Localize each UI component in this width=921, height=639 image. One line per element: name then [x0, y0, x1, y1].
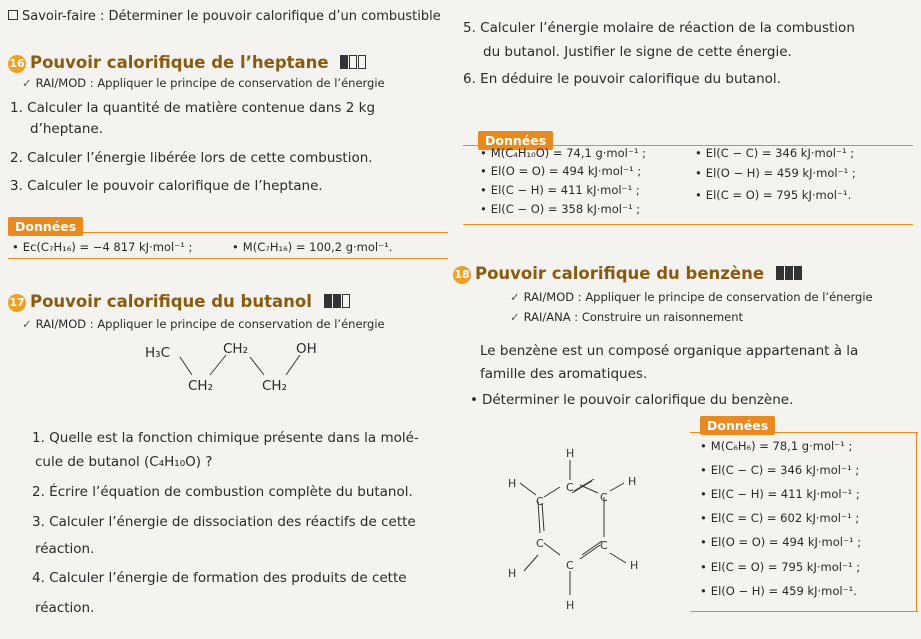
exercise-16-skill [22, 76, 385, 90]
question-5-cont: du butanol. Justifier le signe de cette énergie. [483, 44, 792, 60]
header-text: Savoir-faire : Déterminer le pouvoir calorifique d’un combustible [22, 9, 441, 24]
exercise-number-badge: 17 [8, 294, 26, 312]
data-item: • El(O = O) = 494 kJ·mol⁻¹ ; [480, 164, 642, 178]
question-4-cont: réaction. [35, 600, 95, 616]
data-value: El(C − H) = 411 kJ·mol⁻¹ ; [490, 183, 640, 197]
difficulty-icon [340, 54, 367, 73]
formula-ch2: CH₂ [262, 378, 287, 394]
data-item: • El(C = O) = 795 kJ·mol⁻¹ ; [700, 560, 861, 574]
question-1-cont: cule de butanol (C₄H₁₀O) ? [35, 454, 213, 470]
donnees-tag: Données [478, 131, 553, 150]
exercise-number-badge: 18 [453, 266, 471, 284]
question-3: 3. Calculer le pouvoir calorifique de l’heptane. [10, 178, 323, 194]
skill-text: RAI/ANA : Construire un raisonnement [523, 310, 744, 324]
atom-c: C [536, 537, 544, 550]
data-value: El(C = C) = 602 kJ·mol⁻¹ ; [710, 511, 860, 525]
atom-h: H [630, 559, 639, 572]
benzene-task: • Déterminer le pouvoir calorifique du benzène. [470, 392, 794, 408]
atom-h: H [566, 599, 575, 612]
exercise-18-skill-1 [510, 290, 873, 304]
data-value: El(O − H) = 459 kJ·mol⁻¹ ; [705, 166, 856, 180]
data-value: El(C − C) = 346 kJ·mol⁻¹ ; [710, 463, 860, 477]
atom-c: C [566, 559, 574, 572]
exercise-18-title [453, 264, 803, 284]
exercise-title-text: Pouvoir calorifique du benzène [475, 264, 765, 283]
question-2: 2. Écrire l’équation de combustion complète du butanol. [32, 484, 413, 500]
data-item: • El(C − H) = 411 kJ·mol⁻¹ ; [700, 487, 860, 501]
exercise-18-skill-2 [510, 310, 743, 324]
donnees-tag: Données [700, 416, 775, 435]
data-item: • M(C₄H₁₀O) = 74,1 g·mol⁻¹ ; [480, 146, 647, 160]
donnees-rule [8, 232, 448, 233]
data-value: Ec(C₇H₁₆) = −4 817 kJ·mol⁻¹ ; [22, 240, 193, 254]
exercise-title-text: Pouvoir calorifique de l’heptane [30, 53, 329, 72]
exercise-16-title [8, 53, 367, 73]
exercise-17-title [8, 292, 351, 312]
difficulty-icon [324, 293, 351, 312]
formula-ch2: CH₂ [188, 378, 213, 394]
donnees-rule-bottom [8, 258, 448, 259]
donnees-rule-side [916, 432, 917, 612]
atom-c: C [536, 495, 544, 508]
data-item: • El(C − C) = 346 kJ·mol⁻¹ ; [695, 146, 855, 160]
data-item: • El(O = O) = 494 kJ·mol⁻¹ ; [700, 535, 862, 549]
data-item: • M(C₆H₆) = 78,1 g·mol⁻¹ ; [700, 439, 853, 453]
benzene-structure [498, 445, 663, 625]
atom-c: C [600, 491, 608, 504]
data-value: M(C₄H₁₀O) = 74,1 g·mol⁻¹ ; [490, 146, 647, 160]
check-icon: ✓ [510, 310, 520, 324]
data-value: El(C − O) = 358 kJ·mol⁻¹ ; [490, 202, 641, 216]
skill-text: RAI/MOD : Appliquer le principe de conservation de l’énergie [35, 317, 385, 331]
data-item: • El(C − H) = 411 kJ·mol⁻¹ ; [480, 183, 640, 197]
data-item: • El(C = O) = 795 kJ·mol⁻¹. [695, 188, 852, 202]
atom-c: C [600, 539, 608, 552]
question-5: 5. Calculer l’énergie molaire de réaction de la combustion [463, 20, 855, 36]
data-value: El(C − H) = 411 kJ·mol⁻¹ ; [710, 487, 860, 501]
atom-c: C [566, 481, 574, 494]
question-1: 1. Calculer la quantité de matière contenue dans 2 kg [10, 100, 376, 116]
question-3-cont: réaction. [35, 541, 95, 557]
atom-h: H [566, 447, 575, 460]
donnees-tag: Données [8, 217, 83, 236]
data-value: El(C = O) = 795 kJ·mol⁻¹. [705, 188, 852, 202]
data-value: El(C − C) = 346 kJ·mol⁻¹ ; [705, 146, 855, 160]
checkbox-square-icon [8, 10, 18, 20]
formula-ch2: CH₂ [223, 341, 248, 357]
question-2: 2. Calculer l’énergie libérée lors de cette combustion. [10, 150, 373, 166]
data-item: • El(O − H) = 459 kJ·mol⁻¹. [700, 584, 857, 598]
data-item: • El(C − C) = 346 kJ·mol⁻¹ ; [700, 463, 860, 477]
benzene-text-1: Le benzène est un composé organique appartenant à la [480, 343, 859, 359]
donnees-rule-bottom [463, 224, 913, 225]
formula-oh: OH [296, 341, 317, 357]
difficulty-icon [776, 265, 803, 284]
section-header [8, 9, 441, 24]
check-icon: ✓ [510, 290, 520, 304]
data-item: • El(C = C) = 602 kJ·mol⁻¹ ; [700, 511, 860, 525]
question-4: 4. Calculer l’énergie de formation des produits de cette [32, 570, 407, 586]
question-1: 1. Quelle est la fonction chimique présente dans la molé- [32, 430, 419, 446]
formula-h3c: H₃C [145, 345, 170, 361]
exercise-17-skill [22, 317, 385, 331]
question-3: 3. Calculer l’énergie de dissociation des réactifs de cette [32, 514, 416, 530]
data-item: • El(O − H) = 459 kJ·mol⁻¹ ; [695, 166, 856, 180]
skill-text: RAI/MOD : Appliquer le principe de conservation de l’énergie [35, 76, 385, 90]
formula-bonds [140, 335, 320, 395]
donnees-rule [690, 432, 918, 433]
question-1-cont: d’heptane. [30, 121, 104, 137]
atom-h: H [628, 475, 637, 488]
data-value: M(C₇H₁₆) = 100,2 g·mol⁻¹. [242, 240, 393, 254]
data-value: El(O = O) = 494 kJ·mol⁻¹ ; [490, 164, 642, 178]
data-value: El(C = O) = 795 kJ·mol⁻¹ ; [710, 560, 861, 574]
data-item: • El(C − O) = 358 kJ·mol⁻¹ ; [480, 202, 641, 216]
check-icon: ✓ [22, 76, 32, 90]
data-value: El(O − H) = 459 kJ·mol⁻¹. [710, 584, 857, 598]
task-text: Déterminer le pouvoir calorifique du benzène. [481, 392, 794, 408]
data-item: • M(C₇H₁₆) = 100,2 g·mol⁻¹. [232, 240, 393, 254]
donnees-rule-bottom [690, 611, 918, 612]
skill-text: RAI/MOD : Appliquer le principe de conservation de l’énergie [523, 290, 873, 304]
atom-h: H [508, 477, 517, 490]
atom-h: H [508, 567, 517, 580]
check-icon: ✓ [22, 317, 32, 331]
exercise-title-text: Pouvoir calorifique du butanol [30, 292, 312, 311]
exercise-number-badge: 16 [8, 55, 26, 73]
data-item: • Ec(C₇H₁₆) = −4 817 kJ·mol⁻¹ ; [12, 240, 193, 254]
data-value: El(O = O) = 494 kJ·mol⁻¹ ; [710, 535, 862, 549]
data-value: M(C₆H₆) = 78,1 g·mol⁻¹ ; [710, 439, 853, 453]
question-6: 6. En déduire le pouvoir calorifique du butanol. [463, 71, 781, 87]
benzene-text-2: famille des aromatiques. [480, 366, 648, 382]
